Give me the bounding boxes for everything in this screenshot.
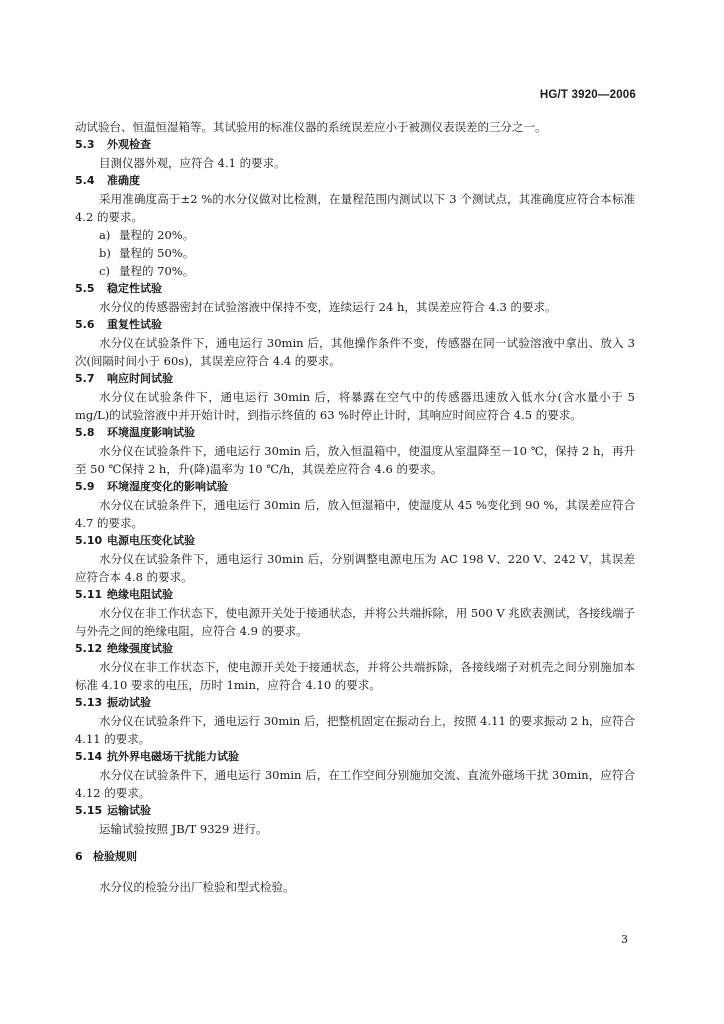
accuracy-test-points — [75, 226, 635, 280]
section-heading-5-14 — [75, 748, 635, 766]
section-heading-6 — [75, 848, 635, 866]
list-item-text: 量程的 50%。 — [119, 246, 195, 260]
list-item-text: 量程的 20%。 — [119, 228, 195, 242]
section-number: 5.4 — [75, 174, 95, 187]
section-number: 5.9 — [75, 480, 95, 493]
list-item — [99, 226, 635, 244]
section-text-5-12: 水分仪在非工作状态下，使电源开关处于接通状态，并将公共端拆除，各接线端子对机壳之间分别施加本标准 4.10 要求的电压，历时 1min，应符合 4.10 的要求。 — [75, 660, 635, 692]
spacer — [75, 838, 635, 848]
section-title: 环境温度影响试验 — [107, 426, 195, 439]
list-item — [99, 262, 635, 280]
section-title: 振动试验 — [107, 696, 151, 709]
section-number: 5.10 — [75, 534, 103, 547]
section-text-5-7: 水分仪在试验条件下，通电运行 30min 后，将暴露在空气中的传感器迅速放入低水分(含水量小于 5 mg/L)的试验溶液中并开始计时，到指示终值的 63 %时停止计时，其响应时间应符合 4.5 的要求。 — [75, 390, 635, 422]
section-text-5-6: 水分仪在试验条件下，通电运行 30min 后，其他操作条件不变，传感器在同一试验溶液中拿出、放入 3 次(间隔时间小于 60s)，其误差应符合 4.4 的要求。 — [75, 336, 635, 368]
section-heading-5-11 — [75, 586, 635, 604]
section-heading-5-7 — [75, 370, 635, 388]
section-title: 外观检查 — [107, 138, 151, 151]
section-heading-5-12 — [75, 640, 635, 658]
list-item-label: b) — [99, 246, 111, 260]
section-title: 绝缘强度试验 — [107, 642, 173, 655]
standard-code: HG/T 3920—2006 — [539, 89, 636, 101]
section-text-5-4: 采用准确度高于±2 %的水分仪做对比检测，在量程范围内测试以下 3 个测试点，其准确度应符合本标准 4.2 的要求。 — [75, 192, 635, 224]
section-number: 5.13 — [75, 696, 103, 709]
section-number: 5.5 — [75, 282, 95, 295]
section-number: 5.15 — [75, 804, 103, 817]
intro-line: 动试验台、恒温恒湿箱等。其试验用的标准仪器的系统误差应小于被测仪表误差的三分之一。 — [75, 120, 547, 134]
section-text-5-3: 目测仪器外观，应符合 4.1 的要求。 — [99, 156, 286, 170]
section-text-5-15: 运输试验按照 JB/T 9329 进行。 — [99, 822, 268, 836]
section-text-5-10: 水分仪在试验条件下，通电运行 30min 后，分别调整电源电压为 AC 198 V、220 V、242 V，其误差应符合本 4.8 的要求。 — [75, 552, 635, 584]
list-item-label: a) — [99, 228, 111, 242]
section-number: 5.7 — [75, 372, 95, 385]
section-text-5-9: 水分仪在试验条件下，通电运行 30min 后，放入恒湿箱中，使湿度从 45 %变化到 90 %，其误差应符合 4.7 的要求。 — [75, 498, 635, 530]
section-number: 5.12 — [75, 642, 103, 655]
section-number: 5.3 — [75, 138, 95, 151]
spacer — [75, 866, 635, 878]
section-title: 稳定性试验 — [107, 282, 162, 295]
section-text-5-5: 水分仪的传感器密封在试验溶液中保持不变，连续运行 24 h，其误差应符合 4.3 的要求。 — [99, 300, 557, 314]
section-heading-5-6 — [75, 316, 635, 334]
section-text-5-11: 水分仪在非工作状态下，使电源开关处于接通状态，并将公共端拆除，用 500 V 兆欧表测试，各接线端子与外壳之间的绝缘电阻，应符合 4.9 的要求。 — [75, 606, 635, 638]
section-heading-5-9 — [75, 478, 635, 496]
section-title: 电源电压变化试验 — [107, 534, 195, 547]
section-title: 重复性试验 — [107, 318, 162, 331]
section-heading-5-8 — [75, 424, 635, 442]
section-title: 检验规则 — [93, 850, 137, 863]
list-item — [99, 244, 635, 262]
section-title: 准确度 — [107, 174, 140, 187]
section-heading-5-3 — [75, 136, 635, 154]
list-item-text: 量程的 70%。 — [119, 264, 195, 278]
section-number: 5.14 — [75, 750, 103, 763]
section-number: 6 — [75, 850, 83, 863]
page-number: 3 — [621, 933, 628, 946]
section-title: 抗外界电磁场干扰能力试验 — [107, 750, 239, 763]
section-number: 5.8 — [75, 426, 95, 439]
section-title: 环境湿度变化的影响试验 — [107, 480, 228, 493]
section-heading-5-13 — [75, 694, 635, 712]
body-text — [75, 118, 635, 896]
section-title: 运输试验 — [107, 804, 151, 817]
list-item-label: c) — [99, 264, 110, 278]
section-number: 5.11 — [75, 588, 103, 601]
section-title: 绝缘电阻试验 — [107, 588, 173, 601]
section-heading-5-15 — [75, 802, 635, 820]
section-heading-5-4 — [75, 172, 635, 190]
section-text-6: 水分仪的检验分出厂检验和型式检验。 — [99, 880, 295, 894]
section-heading-5-10 — [75, 532, 635, 550]
section-text-5-13: 水分仪在试验条件下，通电运行 30min 后，把整机固定在振动台上，按照 4.11 的要求振动 2 h，应符合 4.11 的要求。 — [75, 714, 635, 746]
section-number: 5.6 — [75, 318, 95, 331]
section-text-5-14: 水分仪在试验条件下，通电运行 30min 后，在工作空间分别施加交流、直流外磁场干扰 30min，应符合 4.12 的要求。 — [75, 768, 635, 800]
section-text-5-8: 水分仪在试验条件下，通电运行 30min 后，放入恒温箱中，使温度从室温降至－10 ℃，保持 2 h，再升至 50 ℃保持 2 h，升(降)温率为 10 ℃/h，其误差应符合 4.6 的要求。 — [75, 444, 635, 476]
section-title: 响应时间试验 — [107, 372, 173, 385]
section-heading-5-5 — [75, 280, 635, 298]
